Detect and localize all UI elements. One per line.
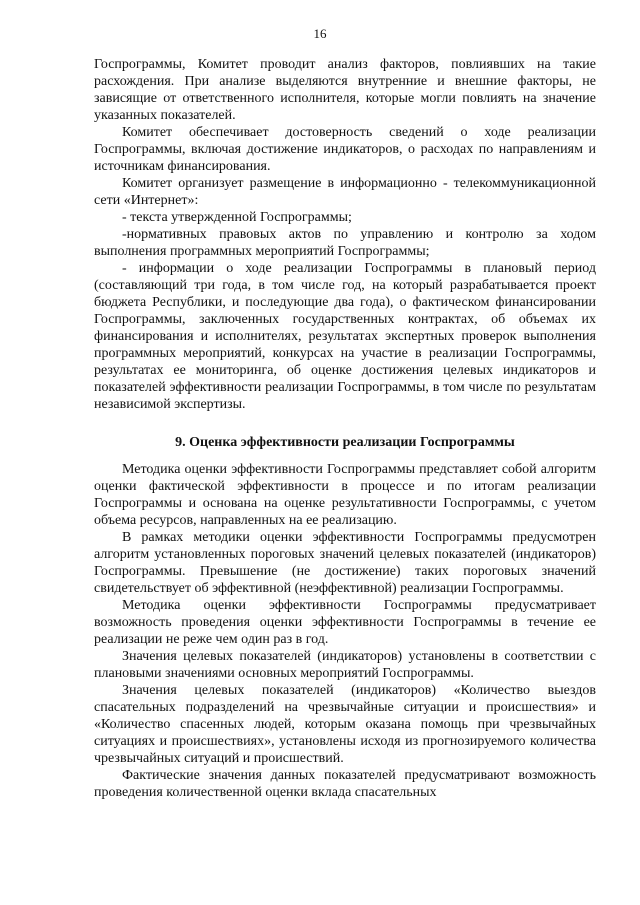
paragraph: Значения целевых показателей (индикаторов) установлены в соответствии с плановыми значениями основных мероприятий Госпрограммы. bbox=[94, 649, 596, 681]
document-body bbox=[94, 56, 596, 801]
paragraphs-before-section bbox=[94, 56, 596, 413]
page-number: 16 bbox=[313, 26, 327, 41]
paragraph: Комитет организует размещение в информационно - телекоммуникационной сети «Интернет»: bbox=[94, 176, 596, 208]
paragraph: Госпрограммы, Комитет проводит анализ факторов, повлиявших на такие расхождения. При анализе выделяются внутренние и внешние факторы, не зависящие от ответственного исполнителя, которые могли повлиять на значение указанных показателей. bbox=[94, 57, 596, 123]
paragraph: Фактические значения данных показателей предусматривают возможность проведения количественной оценки вклада спасательных bbox=[94, 768, 596, 800]
paragraph: В рамках методики оценки эффективности Госпрограммы предусмотрен алгоритм установленных пороговых значений целевых показателей (индикаторов) Госпрограммы. Превышение (не достижение) таких пороговых значений свидетельствует об эффективной (неэффективной) реализации Госпрограммы. bbox=[94, 530, 596, 596]
paragraphs-after-section bbox=[94, 461, 596, 801]
paragraph: Методика оценки эффективности Госпрограммы представляет собой алгоритм оценки фактической эффективности в процессе и по итогам реализации Госпрограммы и основана на оценке результативности Госпрограммы, с учетом объема ресурсов, направленных на ее реализацию. bbox=[94, 462, 596, 528]
paragraph: Комитет обеспечивает достоверность сведений о ходе реализации Госпрограммы, включая достижение индикаторов, о расходах по направлениям и источникам финансирования. bbox=[94, 125, 596, 174]
paragraph: Значения целевых показателей (индикаторов) «Количество выездов спасательных подразделений на чрезвычайные ситуации и происшествия» и «Количество спасенных людей, которым оказана помощь при чрезвычайных ситуациях и происшествиях», установлены исходя из прогнозируемого количества чрезвычайных ситуаций и происшествий. bbox=[94, 683, 596, 766]
paragraph: - информации о ходе реализации Госпрограммы в плановый период (составляющий три года, в том числе год, на который разрабатывается проект бюджета Республики, и последующие два года), о фактическом финансировании Госпрограммы, заключенных государственных контрактах, об объемах их финансирования и исполнителях, результатах экспертных проверок выполнения программных мероприятий, конкурсах на участие в реализации Госпрограммы, результатах ее мониторинга, об оценке достижения целевых индикаторов и показателей эффективности реализации Госпрограммы, в том числе по результатам независимой экспертизы. bbox=[94, 261, 596, 412]
paragraph: Методика оценки эффективности Госпрограммы предусматривает возможность проведения оценки эффективности Госпрограммы в течение ее реализации не реже чем один раз в год. bbox=[94, 598, 596, 647]
paragraph: -нормативных правовых актов по управлению и контролю за ходом выполнения программных мероприятий Госпрограммы; bbox=[94, 227, 596, 259]
paragraph: - текста утвержденной Госпрограммы; bbox=[122, 210, 352, 225]
section-title: 9. Оценка эффективности реализации Госпрограммы bbox=[175, 435, 515, 450]
